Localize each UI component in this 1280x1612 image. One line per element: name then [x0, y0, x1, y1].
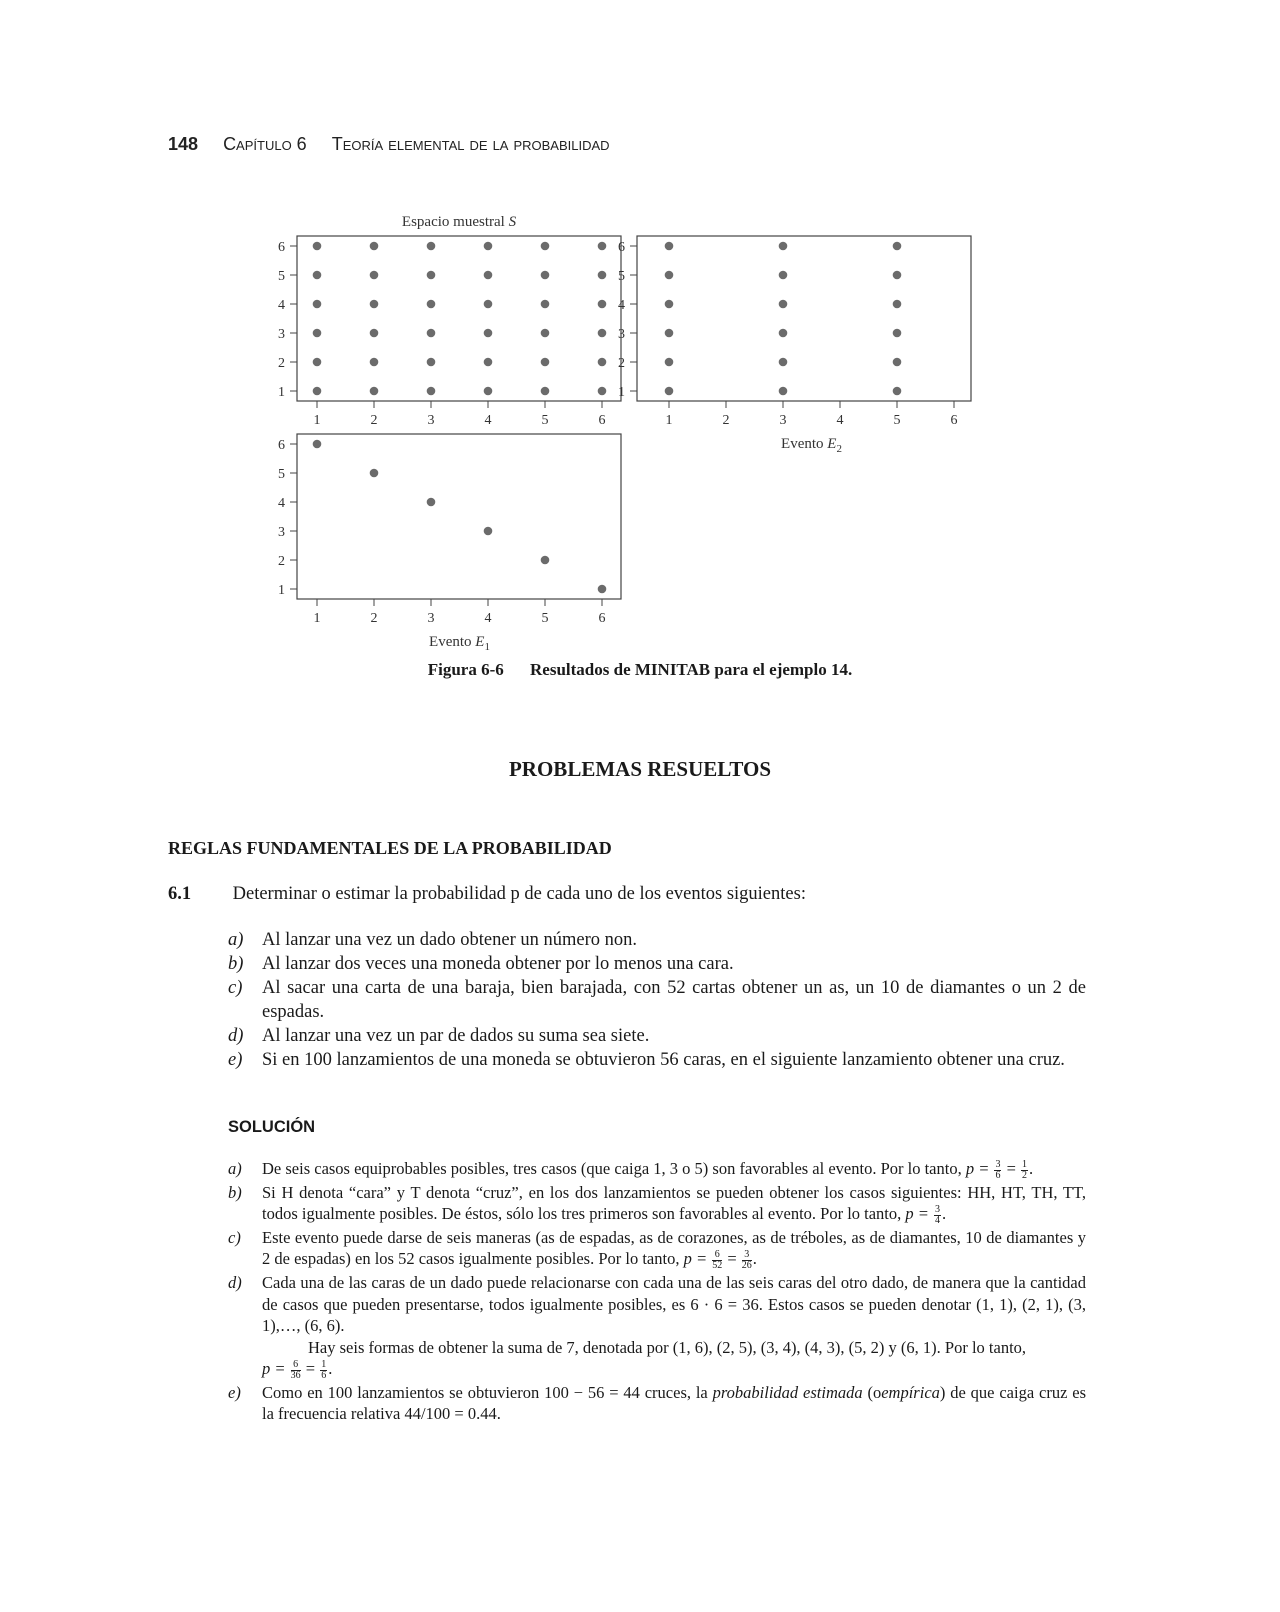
- plot-frame: [297, 434, 621, 599]
- solution-item-b: b) Si H denota “cara” y T denota “cruz”, en los dos lanzamientos se pueden obtener los casos siguientes: HH, HT, TH, TT, todos igualmente posibles. De éstos, sólo los tres primeros son favorables al evento. Por lo tanto, p = $\frac{3}{4}$ .: [228, 1182, 1086, 1226]
- x-tick-label: 1: [665, 413, 673, 428]
- section-title: PROBLEMAS RESUELTOS: [508, 757, 771, 781]
- data-point: [598, 387, 607, 396]
- data-point: [313, 271, 322, 280]
- x-tick-label: 3: [779, 413, 787, 428]
- y-tick-label: 3: [278, 327, 285, 342]
- x-tick-label: 2: [370, 611, 378, 626]
- data-point: [541, 387, 550, 396]
- data-point: [598, 242, 607, 251]
- solution-items: [228, 1158, 1086, 1426]
- plot-frame: [297, 236, 621, 401]
- emphasis: empírica: [881, 1382, 940, 1402]
- minitab-figure: [0, 0, 1280, 660]
- item-label: a): [228, 930, 244, 950]
- data-point: [484, 527, 493, 536]
- data-point: [779, 300, 788, 309]
- data-point: [665, 271, 674, 280]
- y-tick-label: 5: [278, 269, 285, 284]
- data-point: [779, 242, 788, 251]
- problem-items: [228, 928, 1086, 1072]
- data-point: [779, 358, 788, 367]
- y-tick-label: 2: [278, 554, 285, 569]
- item-label: b): [228, 1182, 242, 1202]
- equation-lhs: p =: [262, 1359, 286, 1379]
- solution-item-e: [228, 1382, 1086, 1425]
- y-tick-label: 2: [618, 356, 625, 371]
- item-label: d): [228, 1273, 242, 1293]
- chapter-title: Teoría elemental de la probabilidad: [331, 134, 610, 154]
- chapter-label: Capítulo 6: [223, 134, 307, 154]
- problem-statement: [168, 884, 806, 905]
- data-point: [598, 329, 607, 338]
- item-label: b): [228, 954, 244, 974]
- y-tick-label: 1: [278, 385, 285, 400]
- x-tick-label: 6: [950, 413, 958, 428]
- fraction: $\frac{1}{6}$: [321, 1358, 327, 1381]
- data-point: [665, 300, 674, 309]
- data-point: [541, 300, 550, 309]
- solution-text-2: Hay seis formas de obtener la suma de 7, denotada por (1, 6), (2, 5), (3, 4), (4, 3), (5, 2) y (6, 1). Por lo tanto,: [308, 1337, 1027, 1357]
- data-point: [313, 387, 322, 396]
- y-tick-label: 3: [278, 525, 285, 540]
- data-point: [427, 387, 436, 396]
- fraction: $\frac{6}{36}$: [290, 1358, 301, 1381]
- data-point: [313, 358, 322, 367]
- x-tick-label: 1: [313, 413, 321, 428]
- y-tick-label: 5: [618, 269, 625, 284]
- data-point: [427, 300, 436, 309]
- subsection-title: REGLAS FUNDAMENTALES DE LA PROBABILIDAD: [168, 838, 612, 858]
- fraction: $\frac{3}{4}$: [935, 1203, 941, 1226]
- x-tick-label: 3: [427, 413, 435, 428]
- solution-item-d: d) Cada una de las caras de un dado puede relacionarse con cada una de las seis caras del otro dado, de manera que la cantidad de casos que pueden presentarse, todos igualmente posibles, es 6 · 6 = 36. Estos casos se pueden denotar (1, 1), (2, 1), (3, 1),…, (6, 6). Hay seis formas de obtener la suma de 7, denotada por (1, 6), (2, 5), (3, 4), (4, 3), (5, 2) y (6, 1). Por lo tanto, p = $\frac{6}{36}$ = $\frac{1}{6}$ .: [228, 1273, 1086, 1381]
- x-tick-label: 5: [541, 611, 549, 626]
- y-tick-label: 3: [618, 327, 625, 342]
- data-point: [779, 271, 788, 280]
- x-tick-label: 1: [313, 611, 321, 626]
- x-tick-label: 4: [484, 413, 492, 428]
- y-tick-label: 4: [278, 298, 285, 313]
- data-point: [779, 329, 788, 338]
- item-text: Al sacar una carta de una baraja, bien barajada, con 52 cartas obtener un as, un 10 de diamantes o un 2 de espadas.: [262, 978, 1086, 1022]
- solution-text: Si H denota “cara” y T denota “cruz”, en los dos lanzamientos se pueden obtener los casos siguientes: HH, HT, TH, TT, todos igualmente posibles. De éstos, sólo los tres primeros son favorables al evento. Por lo tanto,: [262, 1182, 1086, 1224]
- data-point: [893, 300, 902, 309]
- data-point: [370, 387, 379, 396]
- solution-text: Este evento puede darse de seis maneras (as de espadas, as de corazones, as de tréboles, as de diamantes, 10 de diamantes y 2 de espadas) en los 52 casos igualmente posibles. Por lo tanto,: [262, 1227, 1086, 1269]
- solution-text: ) de que caiga cruz es la frecuencia relativa 44/100 = 0.44.: [262, 1382, 1087, 1424]
- solution-text: Como en 100 lanzamientos se obtuvieron 100 − 56 = 44 cruces, la: [262, 1382, 708, 1402]
- data-point: [313, 440, 322, 449]
- y-tick-label: 4: [278, 496, 285, 511]
- figure-caption: [0, 660, 1280, 680]
- x-tick-label: 5: [541, 413, 549, 428]
- x-tick-label: 6: [598, 611, 606, 626]
- x-tick-label: 2: [722, 413, 730, 428]
- data-point: [484, 242, 493, 251]
- solution-text: De seis casos equiprobables posibles, tres casos (que caiga 1, 3 o 5) son favorables al evento. Por lo tanto,: [262, 1159, 962, 1178]
- figure-number: Figura 6-6: [427, 660, 504, 679]
- item-label: c): [228, 978, 243, 998]
- data-point: [370, 358, 379, 367]
- x-axis-label: Evento $E_2$: [781, 436, 842, 455]
- data-point: [893, 358, 902, 367]
- item-text: Al lanzar una vez un par de dados su suma sea siete.: [262, 1026, 650, 1046]
- list-item: [228, 952, 1086, 976]
- data-point: [893, 329, 902, 338]
- x-axis-label: Evento $E_1$: [429, 634, 490, 653]
- data-point: [427, 242, 436, 251]
- solution-item-a: a) De seis casos equiprobables posibles, tres casos (que caiga 1, 3 o 5) son favorables al evento. Por lo tanto, p = $\frac{3}{6}$ = $\frac{1}{2}$ .: [228, 1158, 1034, 1181]
- data-point: [893, 242, 902, 251]
- solution-text: (o: [867, 1382, 882, 1402]
- x-tick-label: 4: [484, 611, 492, 626]
- x-tick-label: 4: [836, 413, 844, 428]
- solution-text: Cada una de las caras de un dado puede relacionarse con cada una de las seis caras del otro dado, de manera que la cantidad de casos que pueden presentarse, todos igualmente posibles, es 6 · 6 = 36. Estos casos se pueden denotar (1, 1), (2, 1), (3, 1),…, (6, 6).: [262, 1273, 1086, 1336]
- data-point: [370, 469, 379, 478]
- y-tick-label: 2: [278, 356, 285, 371]
- emphasis: probabilidad estimada: [712, 1382, 863, 1402]
- x-tick-label: 3: [427, 611, 435, 626]
- item-label: d): [228, 1026, 244, 1046]
- y-tick-label: 6: [278, 240, 285, 255]
- data-point: [541, 242, 550, 251]
- data-point: [541, 556, 550, 565]
- data-point: [893, 271, 902, 280]
- list-item: [228, 1024, 1086, 1048]
- fraction: $\frac{6}{52}$: [712, 1249, 723, 1272]
- y-tick-label: 6: [618, 240, 625, 255]
- data-point: [484, 387, 493, 396]
- data-point: [665, 242, 674, 251]
- y-tick-label: 4: [618, 298, 625, 313]
- x-tick-label: 6: [598, 413, 606, 428]
- fraction: $\frac{3}{6}$: [995, 1158, 1001, 1181]
- equation-lhs: p =: [683, 1249, 708, 1269]
- fraction: $\frac{1}{2}$: [1022, 1158, 1028, 1181]
- problem-number: 6.1: [168, 884, 192, 904]
- item-label: a): [228, 1159, 242, 1178]
- data-point: [541, 358, 550, 367]
- data-point: [598, 585, 607, 594]
- figure-caption-text: Resultados de MINITAB para el ejemplo 14.: [530, 660, 853, 679]
- data-point: [313, 242, 322, 251]
- equation-lhs: p =: [905, 1204, 929, 1224]
- item-label: c): [228, 1227, 241, 1247]
- fraction: $\frac{3}{26}$: [741, 1249, 752, 1272]
- data-point: [370, 271, 379, 280]
- data-point: [665, 387, 674, 396]
- solution-item-c: c) Este evento puede darse de seis maneras (as de espadas, as de corazones, as de tréboles, as de diamantes, 10 de diamantes y 2 de espadas) en los 52 casos igualmente posibles. Por lo tanto, p = $\frac{6}{52}$ = $\frac{3}{26}$ .: [228, 1227, 1086, 1272]
- data-point: [541, 329, 550, 338]
- list-item: [228, 976, 1086, 1024]
- x-tick-label: 2: [370, 413, 378, 428]
- data-point: [484, 300, 493, 309]
- data-point: [598, 271, 607, 280]
- equation-lhs: p =: [965, 1159, 990, 1178]
- item-label: e): [228, 1050, 243, 1070]
- data-point: [427, 329, 436, 338]
- plot-frame: [637, 236, 971, 401]
- y-tick-label: 5: [278, 467, 285, 482]
- item-text: Al lanzar una vez un dado obtener un número non.: [262, 930, 638, 950]
- data-point: [484, 358, 493, 367]
- list-item: [228, 1048, 1086, 1072]
- y-tick-label: 1: [278, 583, 285, 598]
- page-number: 148: [168, 134, 199, 154]
- y-tick-label: 6: [278, 438, 285, 453]
- item-label: e): [228, 1382, 241, 1402]
- list-item: [228, 928, 1086, 952]
- data-point: [427, 498, 436, 507]
- data-point: [893, 387, 902, 396]
- data-point: [370, 300, 379, 309]
- data-point: [313, 329, 322, 338]
- data-point: [370, 329, 379, 338]
- item-text: Al lanzar dos veces una moneda obtener por lo menos una cara.: [262, 954, 734, 974]
- item-text: Si en 100 lanzamientos de una moneda se obtuvieron 56 caras, en el siguiente lanzamiento obtener una cruz.: [262, 1050, 1065, 1070]
- data-point: [598, 358, 607, 367]
- data-point: [665, 329, 674, 338]
- data-point: [779, 387, 788, 396]
- chart-title: Espacio muestral S: [401, 214, 517, 230]
- data-point: [313, 300, 322, 309]
- data-point: [484, 329, 493, 338]
- solution-heading: SOLUCIÓN: [228, 1118, 316, 1136]
- data-point: [541, 271, 550, 280]
- x-tick-label: 5: [893, 413, 901, 428]
- y-tick-label: 1: [618, 385, 625, 400]
- data-point: [370, 242, 379, 251]
- data-point: [427, 358, 436, 367]
- problem-text: Determinar o estimar la probabilidad p de cada uno de los eventos siguientes:: [232, 884, 806, 904]
- data-point: [484, 271, 493, 280]
- data-point: [427, 271, 436, 280]
- data-point: [665, 358, 674, 367]
- data-point: [598, 300, 607, 309]
